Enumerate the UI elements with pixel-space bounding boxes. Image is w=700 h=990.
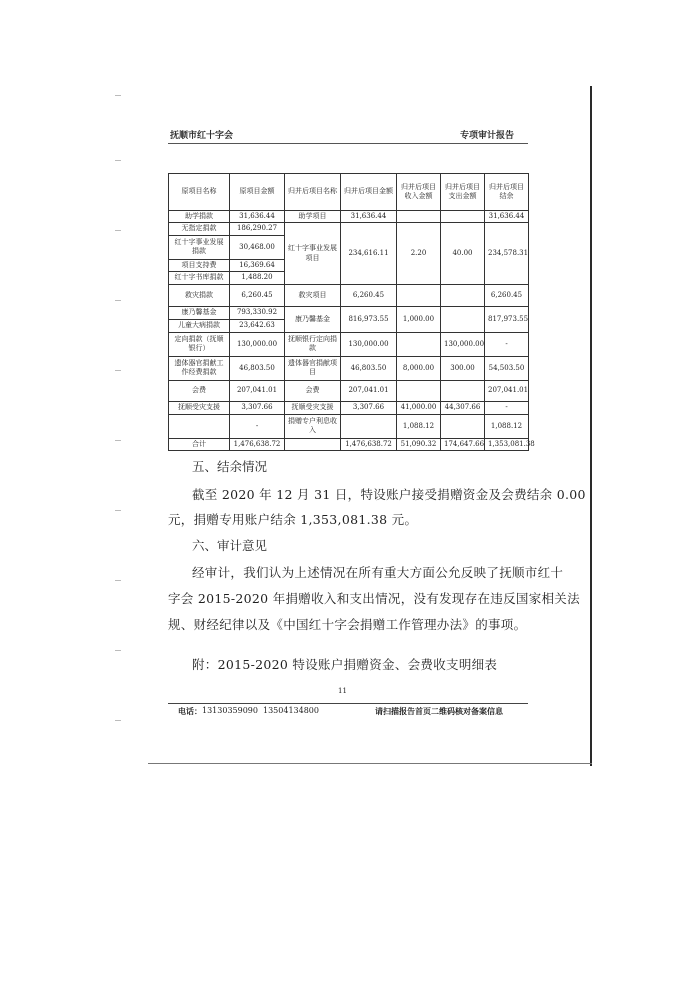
cell-expense <box>441 306 485 332</box>
col-header: 归并后项目结余 <box>485 174 529 211</box>
cell-balance: 1,353,081.38 <box>485 438 529 450</box>
cell-balance: 234,578.31 <box>485 223 529 284</box>
cell-total-label: 合计 <box>169 438 230 450</box>
cell-expense: 44,307.66 <box>441 401 485 414</box>
col-header: 归并后项目收入金额 <box>397 174 441 211</box>
table-row <box>169 332 529 356</box>
scan-edge-line <box>148 763 592 764</box>
margin-tick <box>115 230 121 231</box>
margin-tick <box>115 580 121 581</box>
cell-expense <box>441 211 485 223</box>
cell-expense: 300.00 <box>441 356 485 380</box>
cell-income: 1,000.00 <box>397 306 441 332</box>
cell-orig-name: 儿童大病捐款 <box>169 319 230 332</box>
cell-new-name: 助学项目 <box>285 211 341 223</box>
table-row <box>169 223 529 235</box>
section-6-text: 规、财经纪律以及《中国红十字会捐赠工作管理办法》的事项。 <box>168 617 527 632</box>
cell-new-amount: 207,041.01 <box>341 380 397 401</box>
cell-orig-name: 遗体器官捐献工作经费捐款 <box>169 356 230 380</box>
cell-new-name <box>285 438 341 450</box>
cell-new-name: 康乃馨基金 <box>285 306 341 332</box>
cell-balance: 817,973.55 <box>485 306 529 332</box>
cell-orig-amount: 207,041.01 <box>230 380 285 401</box>
cell-new-amount: 31,636.44 <box>341 211 397 223</box>
cell-expense: 130,000.00 <box>441 332 485 356</box>
header-org: 抚顺市红十字会 <box>170 131 234 141</box>
cell-income: 1,088.12 <box>397 414 441 438</box>
footer-phone-2: 13504134800 <box>263 706 319 715</box>
cell-orig-name <box>169 414 230 438</box>
cell-new-name: 救灾项目 <box>285 284 341 306</box>
cell-orig-amount: 46,803.50 <box>230 356 285 380</box>
scan-edge-line <box>590 86 592 766</box>
section-5-title: 五、结余情况 <box>192 459 268 474</box>
cell-new-amount: 1,476,638.72 <box>341 438 397 450</box>
table-row <box>169 356 529 380</box>
cell-orig-amount: 23,642.63 <box>230 319 285 332</box>
cell-orig-name: 无指定捐款 <box>169 223 230 235</box>
footer-rule <box>168 703 528 704</box>
col-header: 归并后项目支出金额 <box>441 174 485 211</box>
table-row <box>169 401 529 414</box>
cell-new-amount: 46,803.50 <box>341 356 397 380</box>
cell-new-name: 捐赠专户利息收入 <box>285 414 341 438</box>
cell-new-name: 会费 <box>285 380 341 401</box>
cell-orig-amount: 3,307.66 <box>230 401 285 414</box>
header-report-type: 专项审计报告 <box>460 131 515 141</box>
cell-new-name: 遗体器官捐献项目 <box>285 356 341 380</box>
cell-income: 41,000.00 <box>397 401 441 414</box>
cell-expense: 174,647.66 <box>441 438 485 450</box>
cell-new-amount: 6,260.45 <box>341 284 397 306</box>
cell-orig-name: 会费 <box>169 380 230 401</box>
cell-new-name: 抚顺受灾支援 <box>285 401 341 414</box>
table-row <box>169 414 529 438</box>
cell-new-amount: 3,307.66 <box>341 401 397 414</box>
cell-balance: 1,088.12 <box>485 414 529 438</box>
col-header: 归并后项目名称 <box>285 174 341 211</box>
cell-income <box>397 332 441 356</box>
footer-scan-note: 请扫描报告首页二维码核对备案信息 <box>375 706 503 716</box>
cell-income <box>397 380 441 401</box>
cell-orig-name: 定向捐款（抚顺银行） <box>169 332 230 356</box>
cell-balance: - <box>485 401 529 414</box>
cell-expense: 40.00 <box>441 223 485 284</box>
margin-tick <box>115 650 121 651</box>
cell-expense <box>441 380 485 401</box>
cell-new-amount: 234,616.11 <box>341 223 397 284</box>
cell-balance: - <box>485 332 529 356</box>
cell-new-name: 抚顺银行定向捐款 <box>285 332 341 356</box>
table-total-row <box>169 438 529 450</box>
col-header: 归并后项目金额 <box>341 174 397 211</box>
cell-income: 51,090.32 <box>397 438 441 450</box>
table-row <box>169 284 529 306</box>
cell-expense <box>441 414 485 438</box>
margin-tick <box>115 95 121 96</box>
cell-orig-amount: 31,636.44 <box>230 211 285 223</box>
cell-orig-amount: - <box>230 414 285 438</box>
margin-tick <box>115 300 121 301</box>
footer-phone-1: 13130359090 <box>202 706 258 715</box>
col-header: 原项目名称 <box>169 174 230 211</box>
section-6-title: 六、审计意见 <box>192 538 268 553</box>
cell-orig-name: 康乃馨基金 <box>169 306 230 319</box>
margin-tick <box>115 510 121 511</box>
cell-orig-amount: 1,476,638.72 <box>230 438 285 450</box>
cell-orig-name: 红十字书库捐款 <box>169 272 230 284</box>
cell-income <box>397 284 441 306</box>
table-row <box>169 211 529 223</box>
cell-orig-amount: 130,000.00 <box>230 332 285 356</box>
cell-new-amount <box>341 414 397 438</box>
cell-new-amount: 130,000.00 <box>341 332 397 356</box>
section-5-text: 截至 2020 年 12 月 31 日，特设账户接受捐赠资金及会费结余 0.00 <box>192 487 586 502</box>
margin-tick <box>115 440 121 441</box>
cell-orig-name: 项目支持费 <box>169 259 230 271</box>
cell-new-amount: 816,973.55 <box>341 306 397 332</box>
cell-orig-amount: 6,260.45 <box>230 284 285 306</box>
section-5-text: 元，捐赠专用账户结余 1,353,081.38 元。 <box>168 512 418 527</box>
cell-income: 8,000.00 <box>397 356 441 380</box>
cell-orig-name: 救灾捐款 <box>169 284 230 306</box>
cell-orig-name: 抚顺受灾支援 <box>169 401 230 414</box>
cell-balance: 207,041.01 <box>485 380 529 401</box>
cell-orig-amount: 186,290.27 <box>230 223 285 235</box>
cell-balance: 6,260.45 <box>485 284 529 306</box>
section-6-text: 字会 2015-2020 年捐赠收入和支出情况，没有发现存在违反国家相关法 <box>168 591 580 606</box>
page-number: 11 <box>338 687 347 695</box>
cell-income: 2.20 <box>397 223 441 284</box>
cell-orig-amount: 793,330.92 <box>230 306 285 319</box>
margin-tick <box>115 160 121 161</box>
cell-orig-amount: 1,488.20 <box>230 272 285 284</box>
footer-phone-label: 电话： <box>178 706 202 716</box>
table-row <box>169 380 529 401</box>
margin-tick <box>115 370 121 371</box>
table-row <box>169 306 529 319</box>
cell-orig-name: 红十字事业发展捐款 <box>169 235 230 259</box>
margin-tick <box>115 720 121 721</box>
section-6-text: 经审计，我们认为上述情况在所有重大方面公允反映了抚顺市红十 <box>192 565 564 580</box>
cell-income <box>397 211 441 223</box>
attachment-note: 附：2015-2020 特设账户捐赠资金、会费收支明细表 <box>192 657 498 672</box>
cell-orig-amount: 16,369.64 <box>230 259 285 271</box>
cell-expense <box>441 284 485 306</box>
col-header: 原项目金额 <box>230 174 285 211</box>
fund-table <box>168 173 535 451</box>
cell-new-name: 红十字事业发展项目 <box>285 223 341 284</box>
cell-balance: 31,636.44 <box>485 211 529 223</box>
table-header-row <box>169 174 529 211</box>
cell-balance: 54,503.50 <box>485 356 529 380</box>
cell-orig-name: 助学捐款 <box>169 211 230 223</box>
header-rule <box>168 143 528 144</box>
cell-orig-amount: 30,468.00 <box>230 235 285 259</box>
